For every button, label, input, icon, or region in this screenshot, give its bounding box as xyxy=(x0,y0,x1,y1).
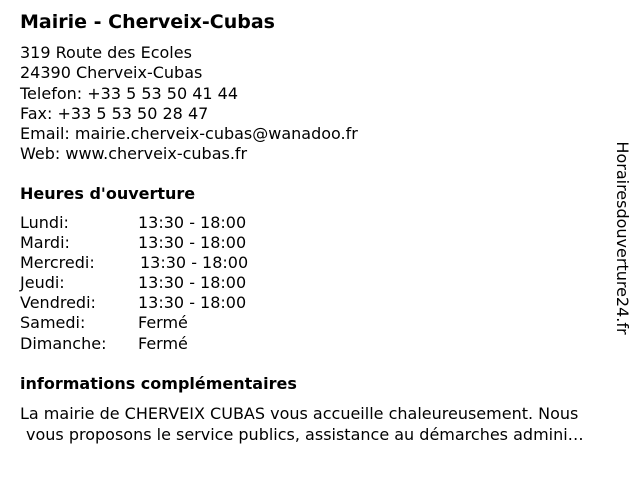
description-text xyxy=(20,403,632,445)
day-label: Jeudi: xyxy=(20,273,65,293)
day-label: Mardi: xyxy=(20,233,70,253)
street-address: 319 Route des Ecoles xyxy=(20,43,192,62)
hours-value: Fermé xyxy=(138,313,188,333)
day-label: Samedi: xyxy=(20,313,86,333)
city-address: 24390 Cherveix-Cubas xyxy=(20,63,203,83)
hours-value: 13:30 - 18:00 xyxy=(140,253,249,273)
fax-number: Fax: +33 5 53 50 28 47 xyxy=(20,103,209,123)
description-line: vous proposons le service publics, assistance au démarches admini… xyxy=(26,425,584,444)
day-label: Dimanche: xyxy=(20,333,107,353)
day-label: Vendredi: xyxy=(20,293,96,313)
hours-value: 13:30 - 18:00 xyxy=(138,213,247,232)
hours-value: 13:30 - 18:00 xyxy=(138,293,247,313)
phone-number: Telefon: +33 5 53 50 41 44 xyxy=(20,83,239,103)
hours-value: Fermé xyxy=(138,333,188,353)
site-watermark: Horairesdouverture24.fr xyxy=(613,141,632,335)
page-title: Mairie - Cherveix-Cubas xyxy=(20,11,275,33)
description-line: La mairie de CHERVEIX CUBAS vous accueille chaleureusement. Nous xyxy=(20,404,579,423)
hours-value: 13:30 - 18:00 xyxy=(138,233,247,253)
hours-heading: Heures d'ouverture xyxy=(20,184,196,203)
info-heading: informations complémentaires xyxy=(20,374,297,393)
day-label: Mercredi: xyxy=(20,253,95,273)
email-address: Email: mairie.cherveix-cubas@wanadoo.fr xyxy=(20,124,358,144)
hours-value: 13:30 - 18:00 xyxy=(138,273,247,293)
website: Web: www.cherveix-cubas.fr xyxy=(20,144,248,164)
contact-block xyxy=(20,43,358,165)
day-label: Lundi: xyxy=(20,213,69,232)
